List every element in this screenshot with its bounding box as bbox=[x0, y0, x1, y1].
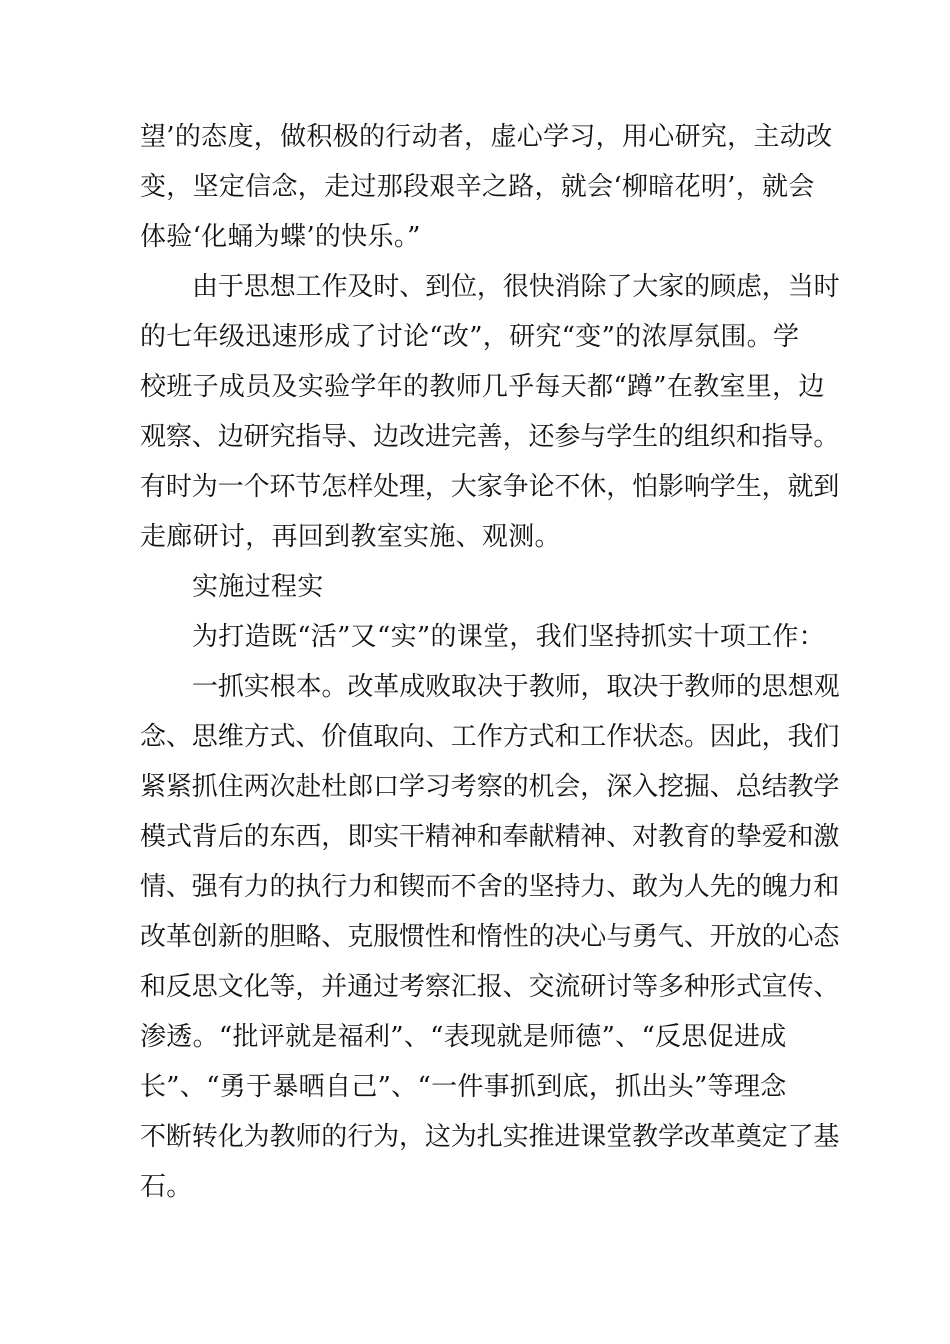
text-line: 的七年级迅速形成了讨论“改”，研究“变”的浓厚氛围。学 bbox=[140, 322, 800, 352]
text-line: 改革创新的胆略、克服惯性和惰性的决心与勇气、开放的心态 bbox=[140, 922, 840, 952]
text-line: 体验‘化蛹为蝶’的快乐。” bbox=[140, 222, 421, 252]
text-line: 有时为一个环节怎样处理，大家争论不休，怕影响学生，就到 bbox=[140, 472, 840, 502]
text-line: 校班子成员及实验学年的教师几乎每天都“蹲”在教室里，边 bbox=[140, 372, 825, 402]
text-line: 紧紧抓住两次赴杜郎口学习考察的机会，深入挖掘、总结教学 bbox=[140, 772, 840, 802]
text-line: 观察、边研究指导、边改进完善，还参与学生的组织和指导。 bbox=[140, 422, 840, 452]
text-line: 变，坚定信念，走过那段艰辛之路，就会‘柳暗花明’，就会 bbox=[140, 172, 815, 202]
text-line: 模式背后的东西，即实干精神和奉献精神、对教育的挚爱和激 bbox=[140, 822, 840, 852]
text-line: 长”、“勇于暴晒自己”、“一件事抓到底，抓出头”等理念 bbox=[140, 1072, 787, 1102]
text-line: 为打造既“活”又“实”的课堂，我们坚持抓实十项工作： bbox=[192, 622, 825, 652]
text-line: 望’的态度，做积极的行动者，虚心学习，用心研究，主动改 bbox=[140, 122, 833, 152]
text-line: 念、思维方式、价值取向、工作方式和工作状态。因此，我们 bbox=[140, 722, 840, 752]
text-line: 由于思想工作及时、到位，很快消除了大家的顾虑，当时 bbox=[192, 272, 840, 302]
text-line: 渗透。“批评就是福利”、“表现就是师德”、“反思促进成 bbox=[140, 1022, 787, 1052]
text-line: 一抓实根本。改革成败取决于教师，取决于教师的思想观 bbox=[192, 672, 840, 702]
text-line: 走廊研讨，再回到教室实施、观测。 bbox=[140, 522, 561, 552]
text-line: 实施过程实 bbox=[192, 572, 324, 602]
text-line: 和反思文化等，并通过考察汇报、交流研讨等多种形式宣传、 bbox=[140, 972, 840, 1002]
text-line: 石。 bbox=[140, 1172, 193, 1202]
text-line: 情、强有力的执行力和锲而不舍的坚持力、敢为人先的魄力和 bbox=[140, 872, 840, 902]
text-line: 不断转化为教师的行为，这为扎实推进课堂教学改革奠定了基 bbox=[140, 1122, 840, 1152]
body-text bbox=[140, 112, 840, 1212]
